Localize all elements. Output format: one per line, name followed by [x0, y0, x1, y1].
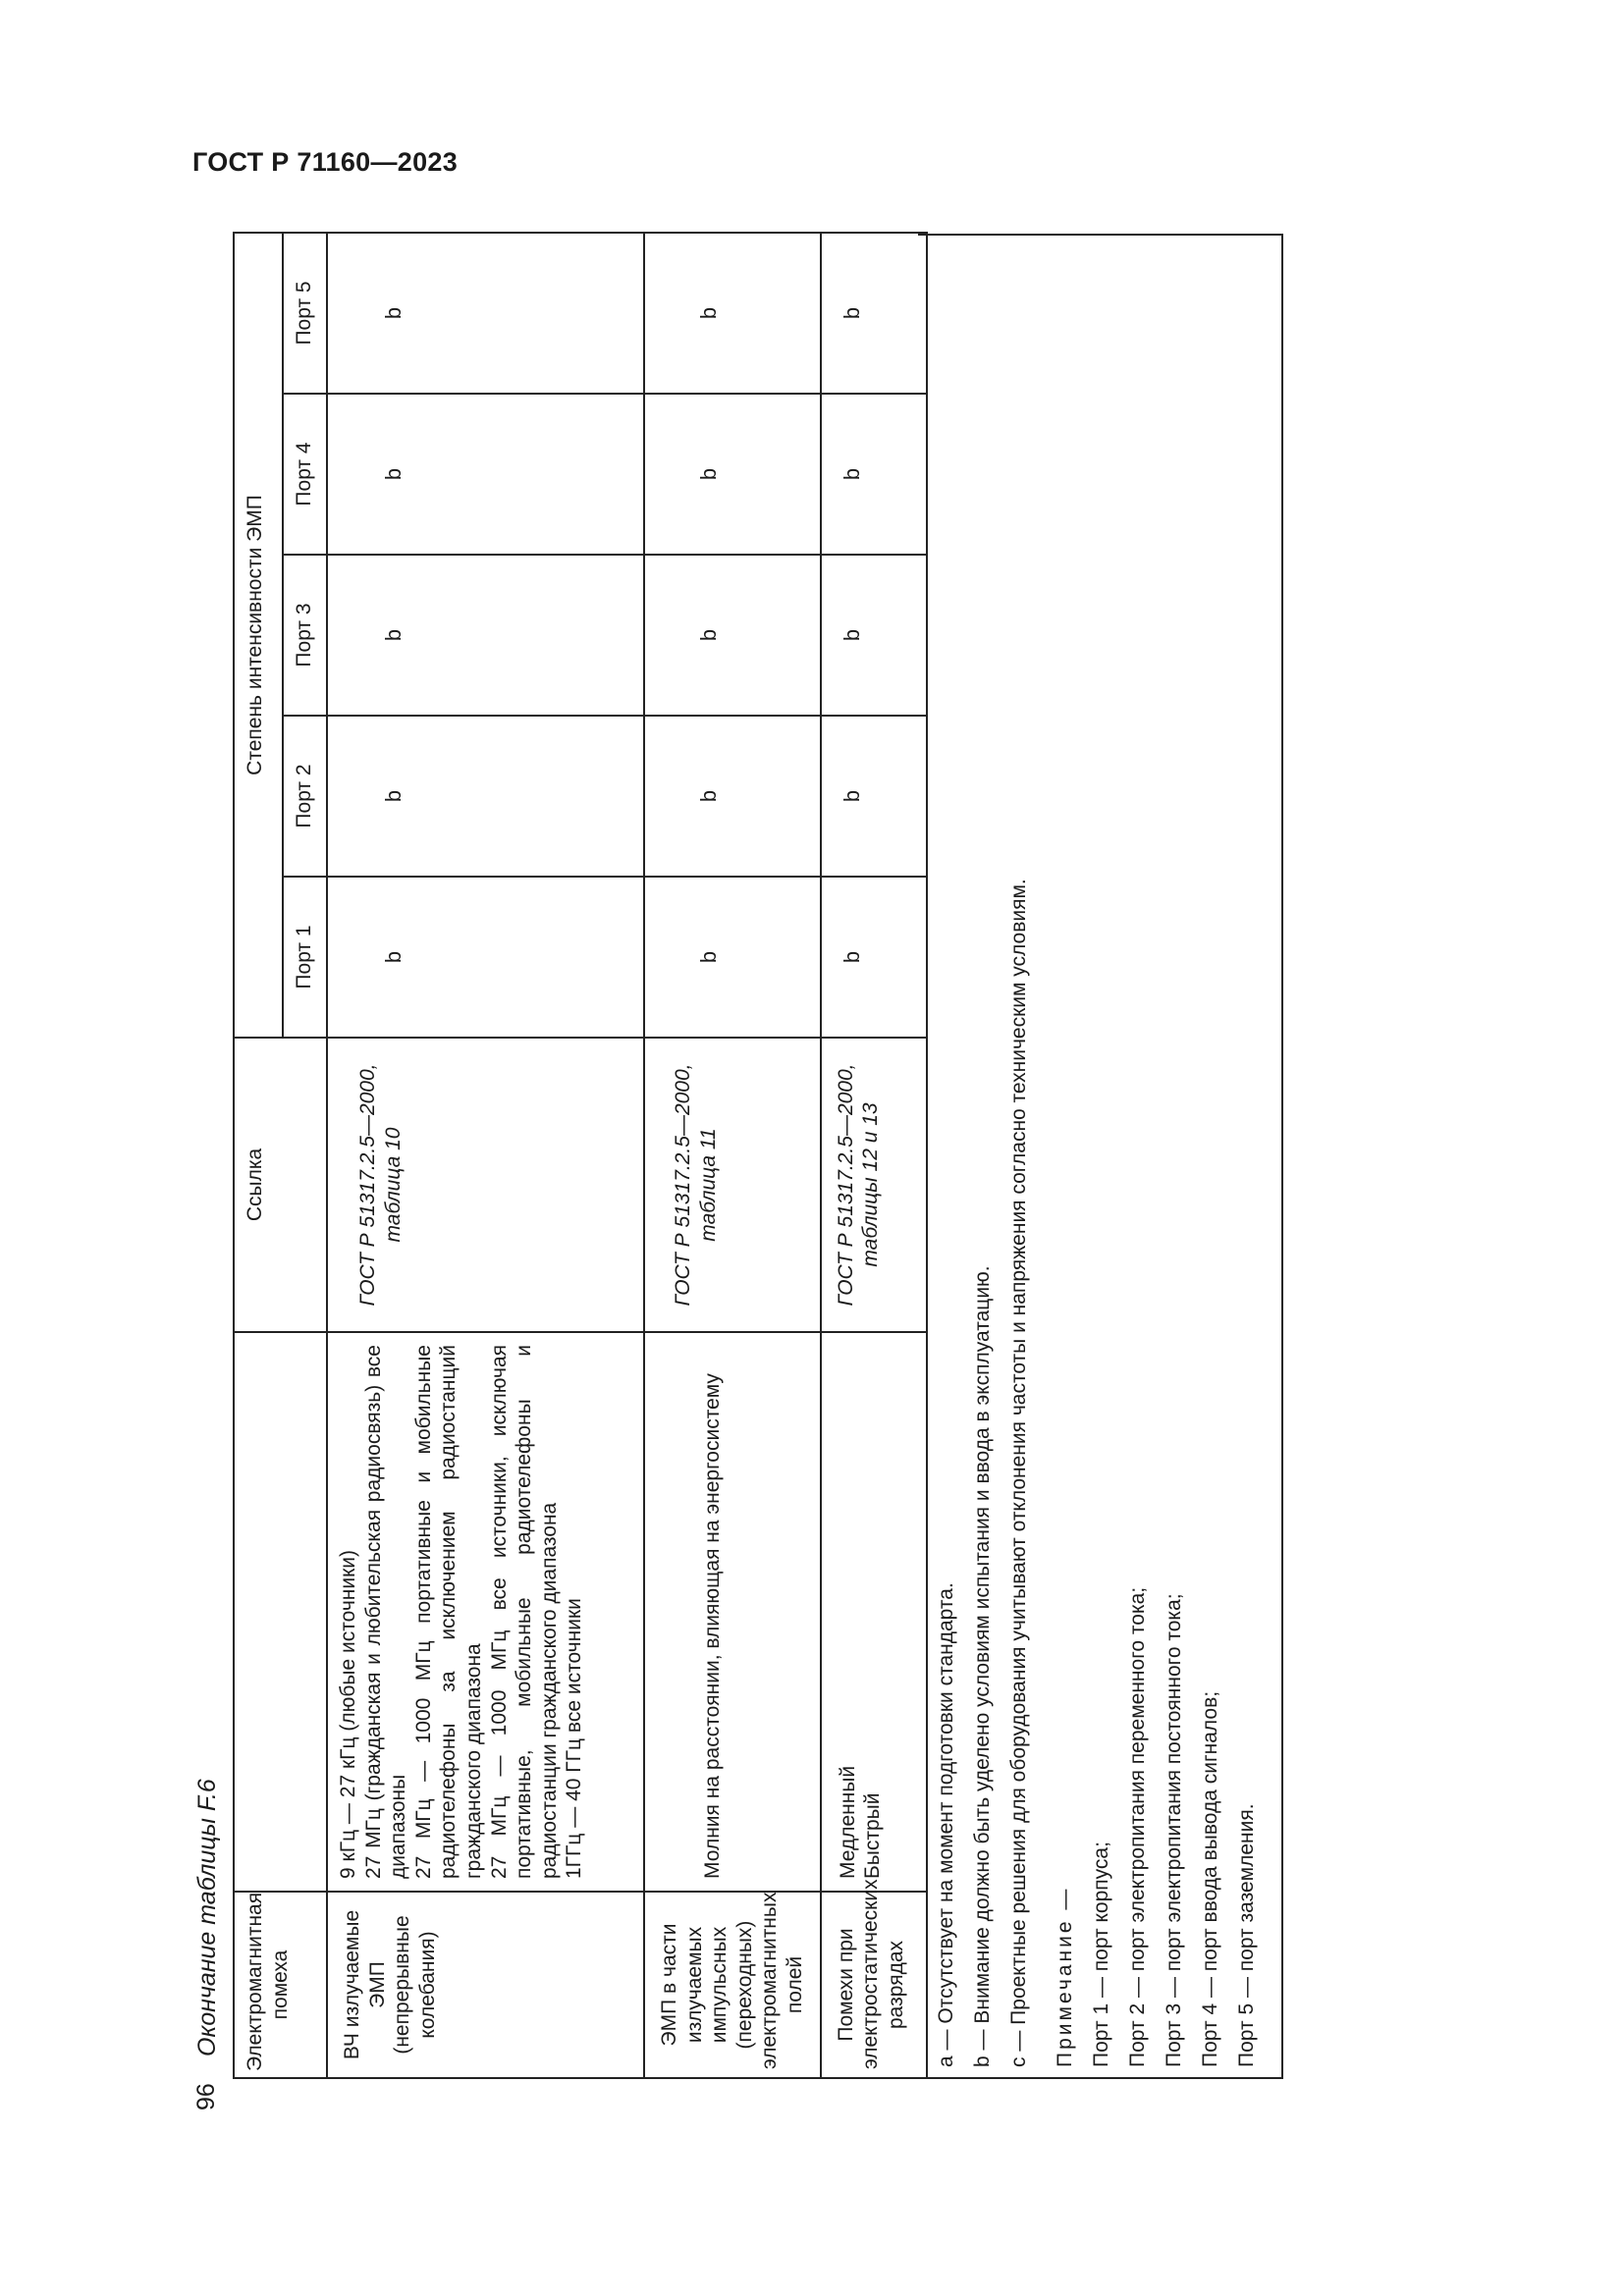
- rotated-table-block: [233, 234, 1283, 2079]
- port-3-value: b: [644, 555, 821, 716]
- port-1-value: b: [644, 877, 821, 1038]
- footnote-c: c — Проектные решения для оборудования учитывают отклонения частоты и напряжения согласно техническим условиям.: [1007, 879, 1030, 2067]
- port-1-value: b: [327, 877, 644, 1038]
- table-row: [327, 233, 644, 2078]
- col-header-severity: Степень интенсивности ЭМП: [234, 233, 283, 1038]
- port-4-value: b: [327, 394, 644, 555]
- port-2-value: b: [327, 716, 644, 877]
- note-item: Порт 1 — порт корпуса;: [1090, 1842, 1112, 2067]
- row-reference: ГОСТ Р 51317.2.5—2000, таблица 10: [327, 1038, 644, 1332]
- note-item: Порт 3 — порт электропитания постоянного тока;: [1163, 1593, 1185, 2067]
- port-2-value: b: [644, 716, 821, 877]
- col-header-port-5: Порт 5: [283, 233, 327, 394]
- row-description: Молния на расстоянии, влияющая на энергосистему: [644, 1332, 821, 1892]
- col-header-reference: Ссылка: [234, 1038, 327, 1332]
- port-3-value: b: [821, 555, 927, 716]
- table-notes: [918, 234, 1283, 2079]
- port-5-value: b: [821, 233, 927, 394]
- page-number: 96: [192, 2083, 220, 2110]
- document-header: ГОСТ Р 71160—2023: [192, 147, 459, 177]
- table-row: [821, 233, 927, 2078]
- col-header-interference-empty: [234, 1332, 327, 1892]
- port-2-value: b: [821, 716, 927, 877]
- col-header-port-1: Порт 1: [283, 877, 327, 1038]
- port-4-value: b: [821, 394, 927, 555]
- table-row: [644, 233, 821, 2078]
- note-item: Порт 2 — порт электропитания переменного тока;: [1126, 1586, 1149, 2067]
- note-item: Порт 4 — порт ввода вывода сигналов;: [1199, 1690, 1221, 2067]
- note-item: Порт 5 — порт заземления.: [1235, 1803, 1258, 2067]
- col-header-port-2: Порт 2: [283, 716, 327, 877]
- port-4-value: b: [644, 394, 821, 555]
- col-header-port-4: Порт 4: [283, 394, 327, 555]
- port-5-value: b: [644, 233, 821, 394]
- port-1-value: b: [821, 877, 927, 1038]
- row-category: Помехи при электростатических разрядах: [821, 1892, 927, 2078]
- row-reference: ГОСТ Р 51317.2.5—2000, таблица 11: [644, 1038, 821, 1332]
- row-reference: ГОСТ Р 51317.2.5—2000, таблицы 12 и 13: [821, 1038, 927, 1332]
- note-title: Примечание —: [1054, 1886, 1076, 2067]
- col-header-interference: Электромагнитная помеха: [234, 1892, 327, 2078]
- port-5-value: b: [327, 233, 644, 394]
- row-category: ЭМП в части излучаемых импульсных (переходных) электромагнитных полей: [644, 1892, 821, 2078]
- interference-table: [233, 232, 928, 2079]
- row-description: 9 кГц — 27 кГц (любые источники) 27 МГц (гражданская и любительская радиосвязь) все диапазоны 27 МГц — 1000 МГц портативные и мобильные радиотелефоны за исключением радиостанций гражданского диапазона 27 МГц — 1000 МГц все источники, исключая портативные, мобильные радиотелефоны и радиостанции гражданского диапазона 1ГГц — 40 ГГц все источники: [327, 1332, 644, 1892]
- row-category: ВЧ излучаемые ЭМП (непрерывные колебания): [327, 1892, 644, 2078]
- port-3-value: b: [327, 555, 644, 716]
- footnote-b: b — Внимание должно быть уделено условиям испытания и ввода в эксплуатацию.: [971, 1265, 994, 2067]
- table-caption: Окончание таблицы F.6: [193, 1779, 221, 2056]
- col-header-port-3: Порт 3: [283, 555, 327, 716]
- footnote-a: a — Отсутствует на момент подготовки стандарта.: [935, 1582, 957, 2067]
- row-description: Медленный Быстрый: [821, 1332, 927, 1892]
